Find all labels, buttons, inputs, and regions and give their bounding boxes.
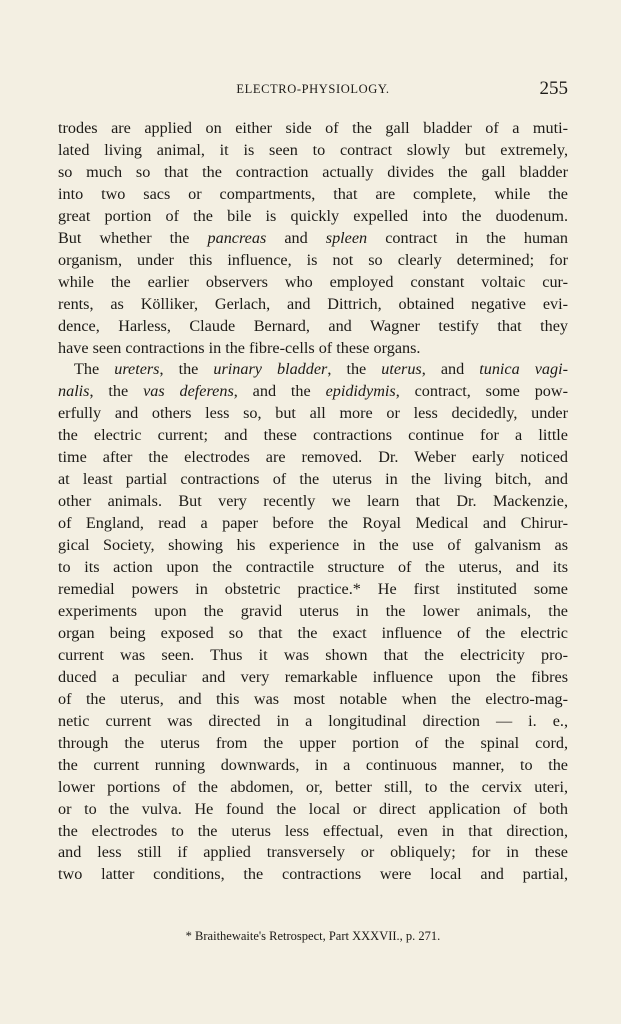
footnote: * Braithewaite's Retrospect, Part XXXVII., p. 271. [185, 929, 441, 943]
text-line: two latter conditions, the contractions were local and partial, [58, 865, 568, 884]
text-line: through the uterus from the upper portion of the spinal cord, [58, 733, 568, 752]
text-line: trodes are applied on either side of the gall bladder of a muti- [58, 119, 568, 137]
text-line: at least partial contractions of the uterus in the living bitch, and [58, 470, 568, 489]
text-line: the electric current; and these contractions continue for a little [58, 426, 568, 445]
text-line: other animals. But very recently we learn that Dr. Mackenzie, [58, 492, 568, 511]
text-line: and less still if applied transversely or obliquely; for in these [58, 843, 568, 862]
text-line: so much so that the contraction actually divides the gall bladder [58, 162, 568, 181]
text-line: organ being exposed so that the exact influence of the electric [58, 623, 568, 642]
text-line: of the uterus, and this was most notable when the electro-mag- [58, 689, 568, 708]
text-line: rents, as Kölliker, Gerlach, and Dittrich, obtained negative evi- [58, 294, 568, 313]
page-header [58, 78, 568, 100]
text-line: erfully and others less so, but all more or less decidedly, under [58, 404, 568, 423]
text-line: The ureters, the urinary bladder, the uterus, and tunica vagi- [74, 360, 568, 379]
text-line: into two sacs or compartments, that are complete, while the [58, 184, 568, 203]
text-line: while the earlier observers who employed constant voltaic cur- [58, 272, 568, 291]
text-line: nalis, the vas deferens, and the epididymis, contract, some pow- [58, 382, 568, 401]
page-number: 255 [539, 78, 568, 99]
text-line: time after the electrodes are removed. Dr. Weber early noticed [58, 448, 568, 467]
text-line: lower portions of the abdomen, or, better still, to the cervix uteri, [58, 777, 568, 796]
text-line: netic current was directed in a longitudinal direction — i. e., [58, 711, 568, 730]
text-line: current was seen. Thus it was shown that the electricity pro- [58, 645, 568, 664]
text-line: dence, Harless, Claude Bernard, and Wagner testify that they [58, 316, 568, 335]
text-line: have seen contractions in the fibre-cells of these organs. [58, 338, 421, 357]
text-line: or to the vulva. He found the local or direct application of both [58, 799, 568, 818]
text-line: remedial powers in obstetric practice.* He first instituted some [58, 580, 568, 599]
text-line: organism, under this influence, is not so clearly determined; for [58, 250, 568, 269]
text-line: gical Society, showing his experience in the use of galvanism as [58, 536, 568, 555]
text-line: the electrodes to the uterus less effectual, even in that direction, [58, 821, 568, 840]
running-title: ELECTRO-PHYSIOLOGY. [236, 82, 390, 96]
text-line: great portion of the bile is quickly expelled into the duodenum. [58, 206, 568, 225]
text-line: experiments upon the gravid uterus in the lower animals, the [58, 601, 568, 620]
text-line: of England, read a paper before the Royal Medical and Chirur- [58, 514, 568, 533]
body-text [58, 118, 568, 886]
text-line: the current running downwards, in a continuous manner, to the [58, 755, 568, 774]
text-line: duced a peculiar and very remarkable influence upon the fibres [58, 667, 568, 686]
text-line: to its action upon the contractile structure of the uterus, and its [58, 558, 568, 577]
text-line: lated living animal, it is seen to contract slowly but extremely, [58, 140, 568, 159]
text-line: But whether the pancreas and spleen contract in the human [58, 228, 568, 247]
